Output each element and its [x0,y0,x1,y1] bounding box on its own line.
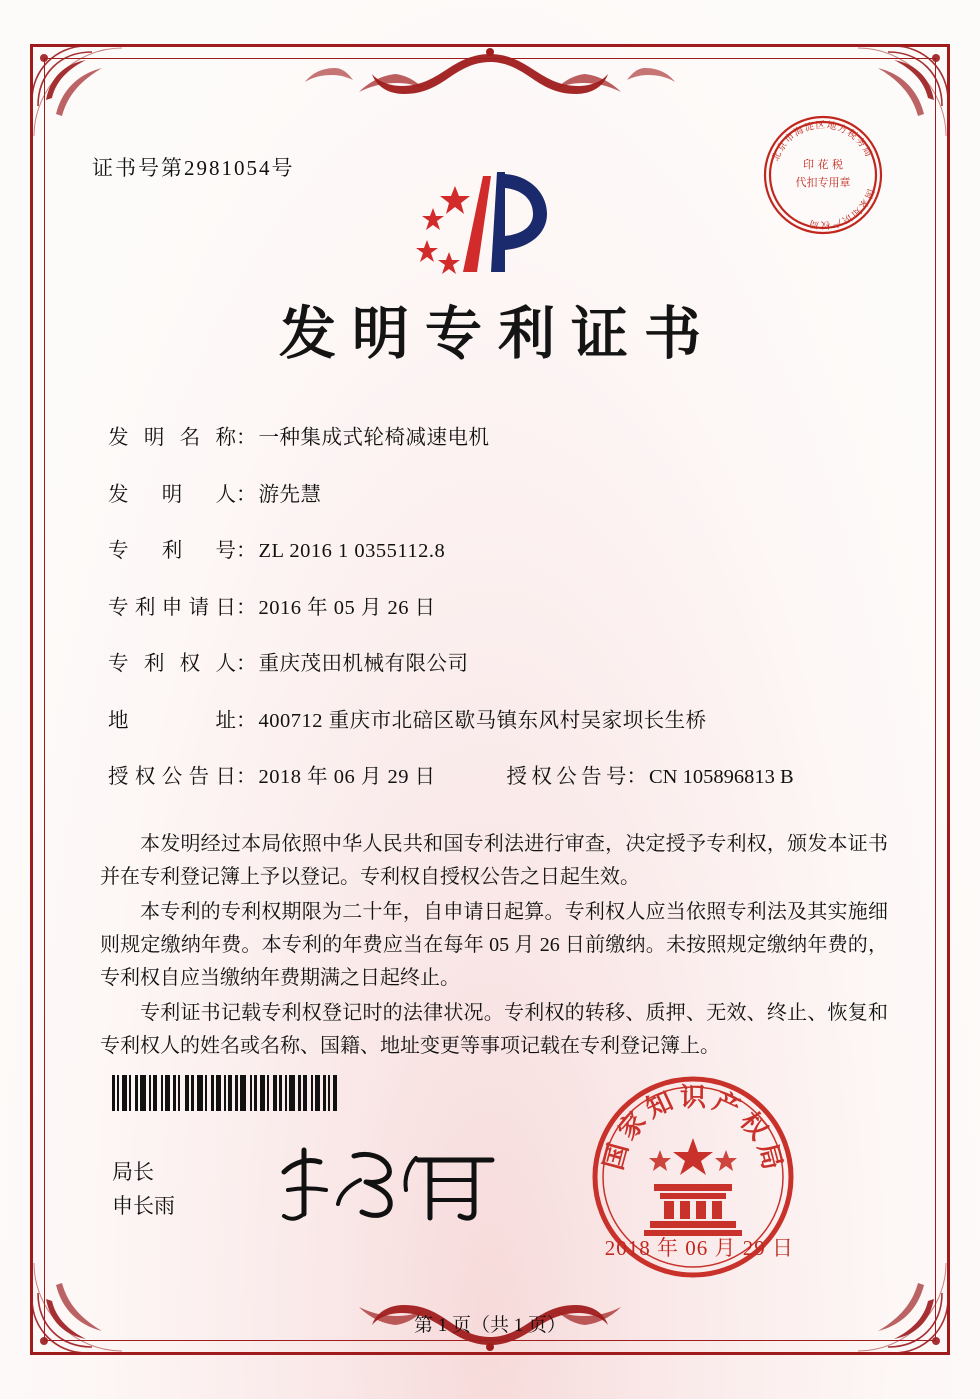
top-center-ornament [275,44,705,106]
field-separator: ： [236,596,257,619]
svg-text:代扣专用章: 代扣专用章 [795,176,851,189]
field-value: 重庆茂田机械有限公司 [258,653,469,675]
svg-text:务: 务 [853,135,868,150]
field-value-grant-number: CN 105896813 B [649,766,794,788]
svg-text:国: 国 [862,187,876,201]
corner-ornament-bottom-right [834,1239,954,1359]
svg-text:家: 家 [612,1106,653,1146]
svg-text:产: 产 [708,1086,745,1125]
field-grant-row [108,759,884,789]
svg-text:知: 知 [641,1086,678,1125]
barcode [112,1075,380,1111]
svg-text:权: 权 [820,218,831,231]
field-invention-name [108,420,884,450]
field-label-grant-date: 授 权 公 告 日 [108,766,236,788]
field-label: 专 利 号 [108,540,236,562]
svg-text:家: 家 [856,196,871,211]
field-inventor [108,477,884,507]
svg-text:国: 国 [598,1140,635,1174]
svg-text:淀: 淀 [803,120,816,135]
field-value-grant-date: 2018 年 06 月 29 日 [258,766,436,788]
field-value: 2016 年 05 月 26 日 [258,596,436,619]
field-label-grant-number: 授 权 公 告 号 [506,766,627,788]
page-indicator: 第 1 页（共 1 页） [413,1315,566,1336]
paragraph-2: 本专利的专利权期限为二十年，自申请日起算。专利权人应当依照专利法及其实施细则规定缴纳年费。本专利的年费应当在每年 05 月 26 日前缴纳。未按照规定缴纳年费的，专利权自应当缴纳年费期满之日起终止。 [100,901,888,989]
field-patent-number [108,533,884,563]
field-separator: ： [236,709,257,732]
field-separator: ： [236,766,257,788]
field-address [108,703,884,733]
svg-text:方: 方 [835,122,849,137]
svg-text:京: 京 [775,139,790,154]
svg-text:税: 税 [845,127,860,143]
field-value: 400712 重庆市北碚区歇马镇东风村吴家坝长生桥 [258,709,707,732]
field-label: 地 址 [108,709,236,732]
stamp-date: 2018 年 06 月 29 日 [604,1236,794,1260]
svg-text:局: 局 [808,217,821,230]
svg-text:海: 海 [792,124,806,139]
svg-text:局: 局 [751,1140,788,1174]
svg-text:识: 识 [679,1083,707,1113]
svg-text:识: 识 [840,211,854,226]
page-title: 发明专利证书 [279,300,717,367]
svg-text:局: 局 [859,144,874,159]
field-value: 游先慧 [258,483,322,506]
field-separator: ： [626,766,647,788]
paragraph-1: 本发明经过本局依照中华人民共和国专利法进行审查，决定授予专利权，颁发本证书并在专利登记簿上予以登记。专利权自授权公告之日起生效。 [100,833,888,888]
signature-block [112,1155,175,1223]
field-separator: ： [236,653,257,675]
director-name: 申长雨 [112,1194,175,1218]
field-label: 专 利 权 人 [108,653,236,675]
field-label: 发 明 名 称 [108,427,236,449]
svg-text:区: 区 [815,119,826,132]
svg-text:北: 北 [770,149,784,163]
handwritten-signature-icon [268,1132,518,1232]
corner-ornament-bottom-left [26,1239,146,1359]
field-separator: ： [236,427,257,449]
field-separator: ： [236,483,257,506]
field-list [108,420,884,816]
field-separator: ： [236,540,257,562]
field-application-date [108,590,884,620]
certificate-number: 证书号第2981054号 [92,156,295,180]
svg-text:市: 市 [782,130,798,146]
tax-stamp [758,110,888,240]
corner-ornament-top-left [26,40,146,160]
svg-text:产: 产 [830,215,843,230]
field-label: 发 明 人 [108,483,236,506]
field-label: 专 利 申 请 日 [108,596,236,619]
svg-text:印 花 税: 印 花 税 [803,158,843,171]
svg-text:地: 地 [825,120,838,133]
paragraph-3: 专利证书记载专利权登记时的法律状况。专利权的转移、质押、无效、终止、恢复和专利权人的姓名或名称、国籍、地址变更等事项记载在专利登记簿上。 [100,1002,888,1057]
field-value: ZL 2016 1 0355112.8 [258,540,446,562]
director-title: 局长 [112,1160,154,1184]
svg-text:知: 知 [848,204,864,220]
field-value: 一种集成式轮椅减速电机 [258,427,490,449]
legal-text [100,828,888,1065]
field-patentee [108,646,884,676]
svg-text:权: 权 [733,1106,774,1146]
cnipa-logo-icon [405,160,565,280]
